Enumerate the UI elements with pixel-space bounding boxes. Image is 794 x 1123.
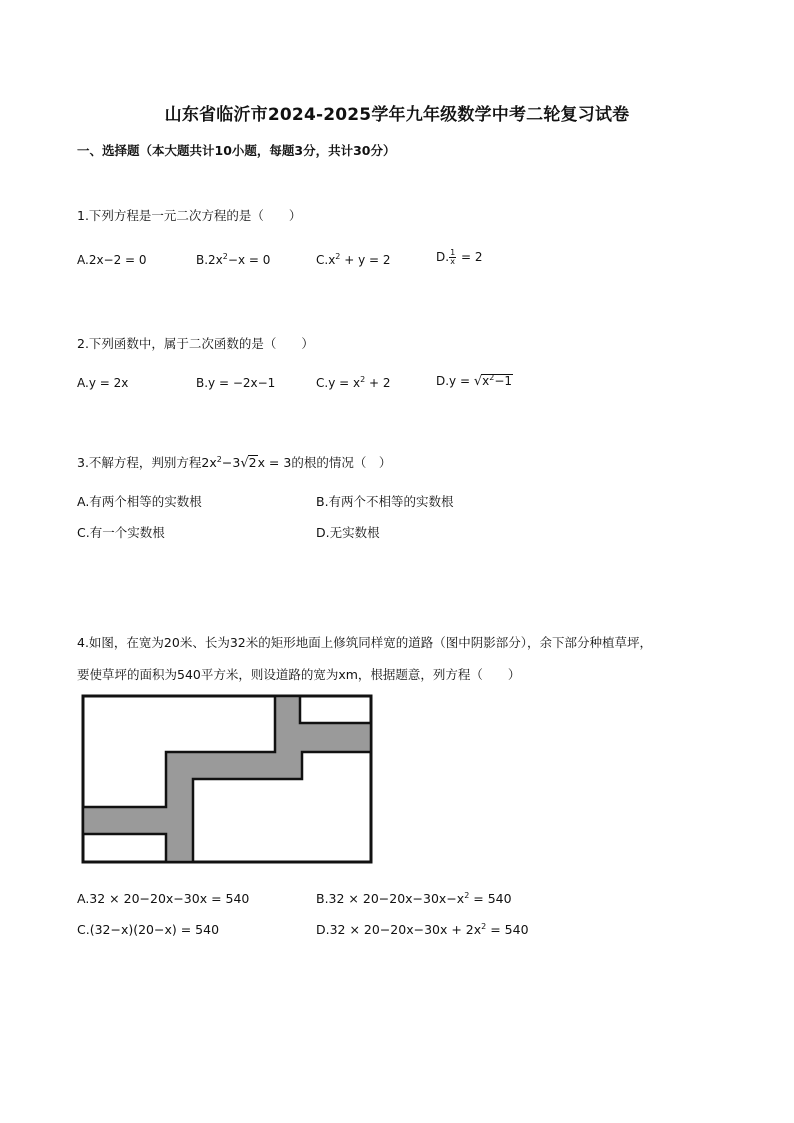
- section-heading: 一、选择题（本大题共计10小题，每题3分，共计30分）: [77, 143, 396, 158]
- q2-option-a: A.y = 2x: [77, 376, 129, 390]
- q1-option-c: $C.x^2 + y = 2$: [316, 252, 391, 267]
- question-4-stem-line1: 4.如图，在宽为20米、长为32米的矩形地面上修筑同样宽的道路（图中阴影部分），余下部分种植草坪，: [77, 635, 652, 650]
- q4-option-d: $D.32 \times 20-20x-30x + 2x^2 = 540$: [316, 921, 529, 937]
- q4-option-b: $B.32 \times 20-20x-30x-x^2 = 540$: [316, 890, 512, 906]
- fraction: $\frac{1}{x}$: [450, 248, 456, 266]
- q3-option-a: A.有两个相等的实数根: [77, 494, 202, 509]
- question-3-stem: 3.不解方程，判别方程$2x^2-3√2x = 3$的根的情况（ ）: [77, 454, 392, 471]
- radical-sign: √: [240, 456, 249, 471]
- page-title: 山东省临沂市2024-2025学年九年级数学中考二轮复习试卷: [164, 105, 630, 125]
- radicand: $x^2-1$: [482, 373, 513, 388]
- q3-option-b: B.有两个不相等的实数根: [316, 494, 454, 509]
- question-4-stem-line2: 要使草坪的面积为540平方米，则设道路的宽为xm，根据题意，列方程（ ）: [77, 667, 521, 682]
- q3-option-d: D.无实数根: [316, 525, 380, 540]
- q3-option-c: C.有一个实数根: [77, 525, 165, 540]
- question-2-stem: 2.下列函数中，属于二次函数的是（ ）: [77, 336, 314, 351]
- q4-option-c: C.(32−x)(20−x) = 540: [77, 922, 220, 937]
- radical-sign: √: [473, 374, 483, 389]
- q1-option-d: D. $\frac{1}{x}$ = 2: [436, 248, 483, 266]
- road-diagram: [80, 693, 376, 866]
- question-1-stem: 1.下列方程是一元二次方程的是（ ）: [77, 208, 302, 223]
- q2-option-b: B.y = −2x−1: [196, 376, 276, 390]
- q4-option-a: A.32 × 20−20x−30x = 540: [77, 891, 250, 906]
- q1-option-a: A.2x−2 = 0: [77, 253, 147, 267]
- q1-option-b: $B.2x^2-x = 0$: [196, 252, 271, 267]
- q2-option-c: $C.y = x^2 + 2$: [316, 375, 391, 390]
- q2-option-d: $D.y = √x^2-1$: [436, 373, 513, 389]
- radicand: 2: [248, 455, 257, 470]
